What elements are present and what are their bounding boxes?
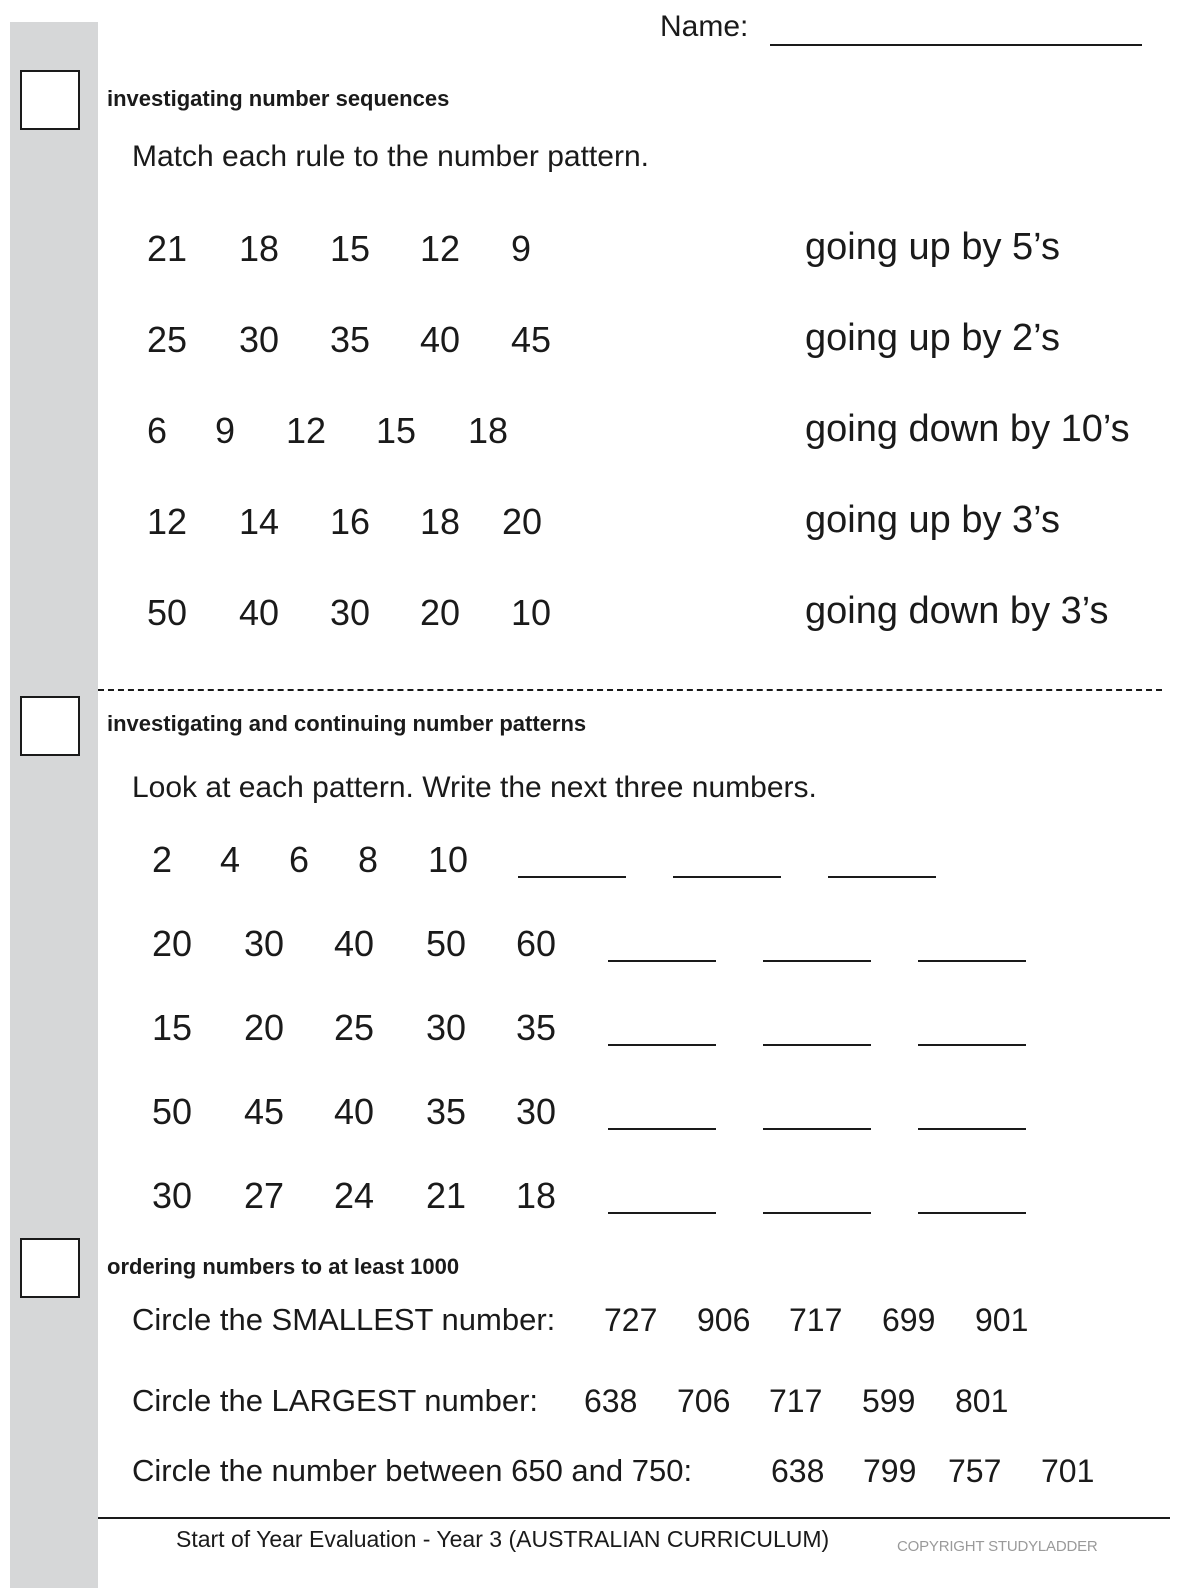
copyright-notice: COPYRIGHT STUDYLADDER — [897, 1538, 1098, 1555]
pattern-number: 50 — [426, 923, 467, 964]
circle-number-option[interactable]: 799 — [863, 1453, 917, 1489]
circle-number-option[interactable]: 706 — [677, 1383, 731, 1419]
circle-number-option[interactable]: 757 — [948, 1453, 1002, 1489]
section2-heading: investigating and continuing number patterns — [107, 711, 587, 736]
circle-number-option[interactable]: 801 — [955, 1383, 1009, 1419]
answer-blank[interactable] — [763, 960, 871, 962]
pattern-number: 40 — [334, 1091, 375, 1132]
footer-title: Start of Year Evaluation - Year 3 (AUSTRALIAN CURRICULUM) — [176, 1526, 830, 1552]
pattern-number: 9 — [511, 228, 532, 269]
pattern-number: 15 — [152, 1007, 193, 1048]
pattern-number: 30 — [152, 1175, 193, 1216]
pattern-number: 21 — [147, 228, 188, 269]
pattern-number: 30 — [244, 923, 285, 964]
pattern-number: 20 — [420, 592, 461, 633]
rule-label: going down by 3’s — [805, 590, 1109, 632]
pattern-number: 6 — [289, 839, 310, 880]
pattern-number: 40 — [334, 923, 375, 964]
footer-rule — [98, 1517, 1170, 1519]
circle-number-option[interactable]: 906 — [697, 1302, 751, 1338]
pattern-number: 30 — [426, 1007, 467, 1048]
pattern-number: 10 — [511, 592, 552, 633]
pattern-number: 27 — [244, 1175, 285, 1216]
ordering-instruction: Circle the LARGEST number: — [132, 1383, 539, 1418]
pattern-number: 24 — [334, 1175, 375, 1216]
answer-blank[interactable] — [518, 876, 626, 878]
pattern-number: 15 — [376, 410, 417, 451]
pattern-number: 6 — [147, 410, 168, 451]
name-answer-line[interactable] — [770, 44, 1142, 46]
answer-blank[interactable] — [918, 1044, 1026, 1046]
pattern-number: 18 — [516, 1175, 557, 1216]
section1-heading: investigating number sequences — [107, 86, 450, 111]
circle-number-option[interactable]: 701 — [1041, 1453, 1095, 1489]
section3-mark-box[interactable] — [20, 1238, 80, 1298]
section2-mark-box[interactable] — [20, 696, 80, 756]
name-label: Name: — [660, 10, 749, 43]
section1-instruction: Match each rule to the number pattern. — [132, 140, 649, 173]
circle-number-option[interactable]: 727 — [604, 1302, 658, 1338]
answer-blank[interactable] — [918, 960, 1026, 962]
circle-number-option[interactable]: 717 — [769, 1383, 823, 1419]
pattern-number: 60 — [516, 923, 557, 964]
circle-number-option[interactable]: 599 — [862, 1383, 916, 1419]
pattern-number: 20 — [244, 1007, 285, 1048]
pattern-number: 4 — [220, 839, 241, 880]
pattern-number: 9 — [215, 410, 236, 451]
pattern-number: 10 — [428, 839, 469, 880]
answer-blank[interactable] — [608, 1044, 716, 1046]
pattern-number: 14 — [239, 501, 280, 542]
margin-bar — [10, 22, 98, 1588]
answer-blank[interactable] — [828, 876, 936, 878]
pattern-number: 18 — [239, 228, 280, 269]
pattern-number: 45 — [511, 319, 552, 360]
pattern-number: 20 — [502, 501, 543, 542]
pattern-number: 12 — [420, 228, 461, 269]
answer-blank[interactable] — [608, 1212, 716, 1214]
pattern-number: 45 — [244, 1091, 285, 1132]
pattern-number: 30 — [239, 319, 280, 360]
pattern-number: 12 — [286, 410, 327, 451]
answer-blank[interactable] — [918, 1212, 1026, 1214]
section3-heading: ordering numbers to at least 1000 — [107, 1254, 460, 1279]
rule-label: going up by 5’s — [805, 226, 1060, 268]
answer-blank[interactable] — [608, 1128, 716, 1130]
answer-blank[interactable] — [918, 1128, 1026, 1130]
rule-label: going up by 2’s — [805, 317, 1060, 359]
pattern-number: 15 — [330, 228, 371, 269]
ordering-instruction: Circle the number between 650 and 750: — [132, 1453, 693, 1488]
pattern-number: 2 — [152, 839, 173, 880]
pattern-number: 35 — [426, 1091, 467, 1132]
rule-label: going down by 10’s — [805, 408, 1130, 450]
pattern-number: 25 — [334, 1007, 375, 1048]
circle-number-option[interactable]: 638 — [771, 1453, 825, 1489]
pattern-number: 50 — [152, 1091, 193, 1132]
pattern-number: 40 — [239, 592, 280, 633]
pattern-number: 50 — [147, 592, 188, 633]
section1-mark-box[interactable] — [20, 70, 80, 130]
circle-number-option[interactable]: 717 — [789, 1302, 843, 1338]
pattern-number: 21 — [426, 1175, 467, 1216]
rule-label: going up by 3’s — [805, 499, 1060, 541]
pattern-number: 8 — [358, 839, 379, 880]
circle-number-option[interactable]: 699 — [882, 1302, 936, 1338]
answer-blank[interactable] — [673, 876, 781, 878]
answer-blank[interactable] — [763, 1128, 871, 1130]
answer-blank[interactable] — [763, 1044, 871, 1046]
pattern-number: 20 — [152, 923, 193, 964]
ordering-instruction: Circle the SMALLEST number: — [132, 1302, 556, 1337]
pattern-number: 18 — [468, 410, 509, 451]
pattern-number: 16 — [330, 501, 371, 542]
pattern-number: 18 — [420, 501, 461, 542]
answer-blank[interactable] — [608, 960, 716, 962]
section2-instruction: Look at each pattern. Write the next three numbers. — [132, 771, 817, 804]
section-divider — [98, 689, 1162, 691]
circle-number-option[interactable]: 638 — [584, 1383, 638, 1419]
circle-number-option[interactable]: 901 — [975, 1302, 1029, 1338]
pattern-number: 35 — [330, 319, 371, 360]
pattern-number: 35 — [516, 1007, 557, 1048]
pattern-number: 30 — [330, 592, 371, 633]
answer-blank[interactable] — [763, 1212, 871, 1214]
pattern-number: 30 — [516, 1091, 557, 1132]
pattern-number: 12 — [147, 501, 188, 542]
pattern-number: 25 — [147, 319, 188, 360]
pattern-number: 40 — [420, 319, 461, 360]
